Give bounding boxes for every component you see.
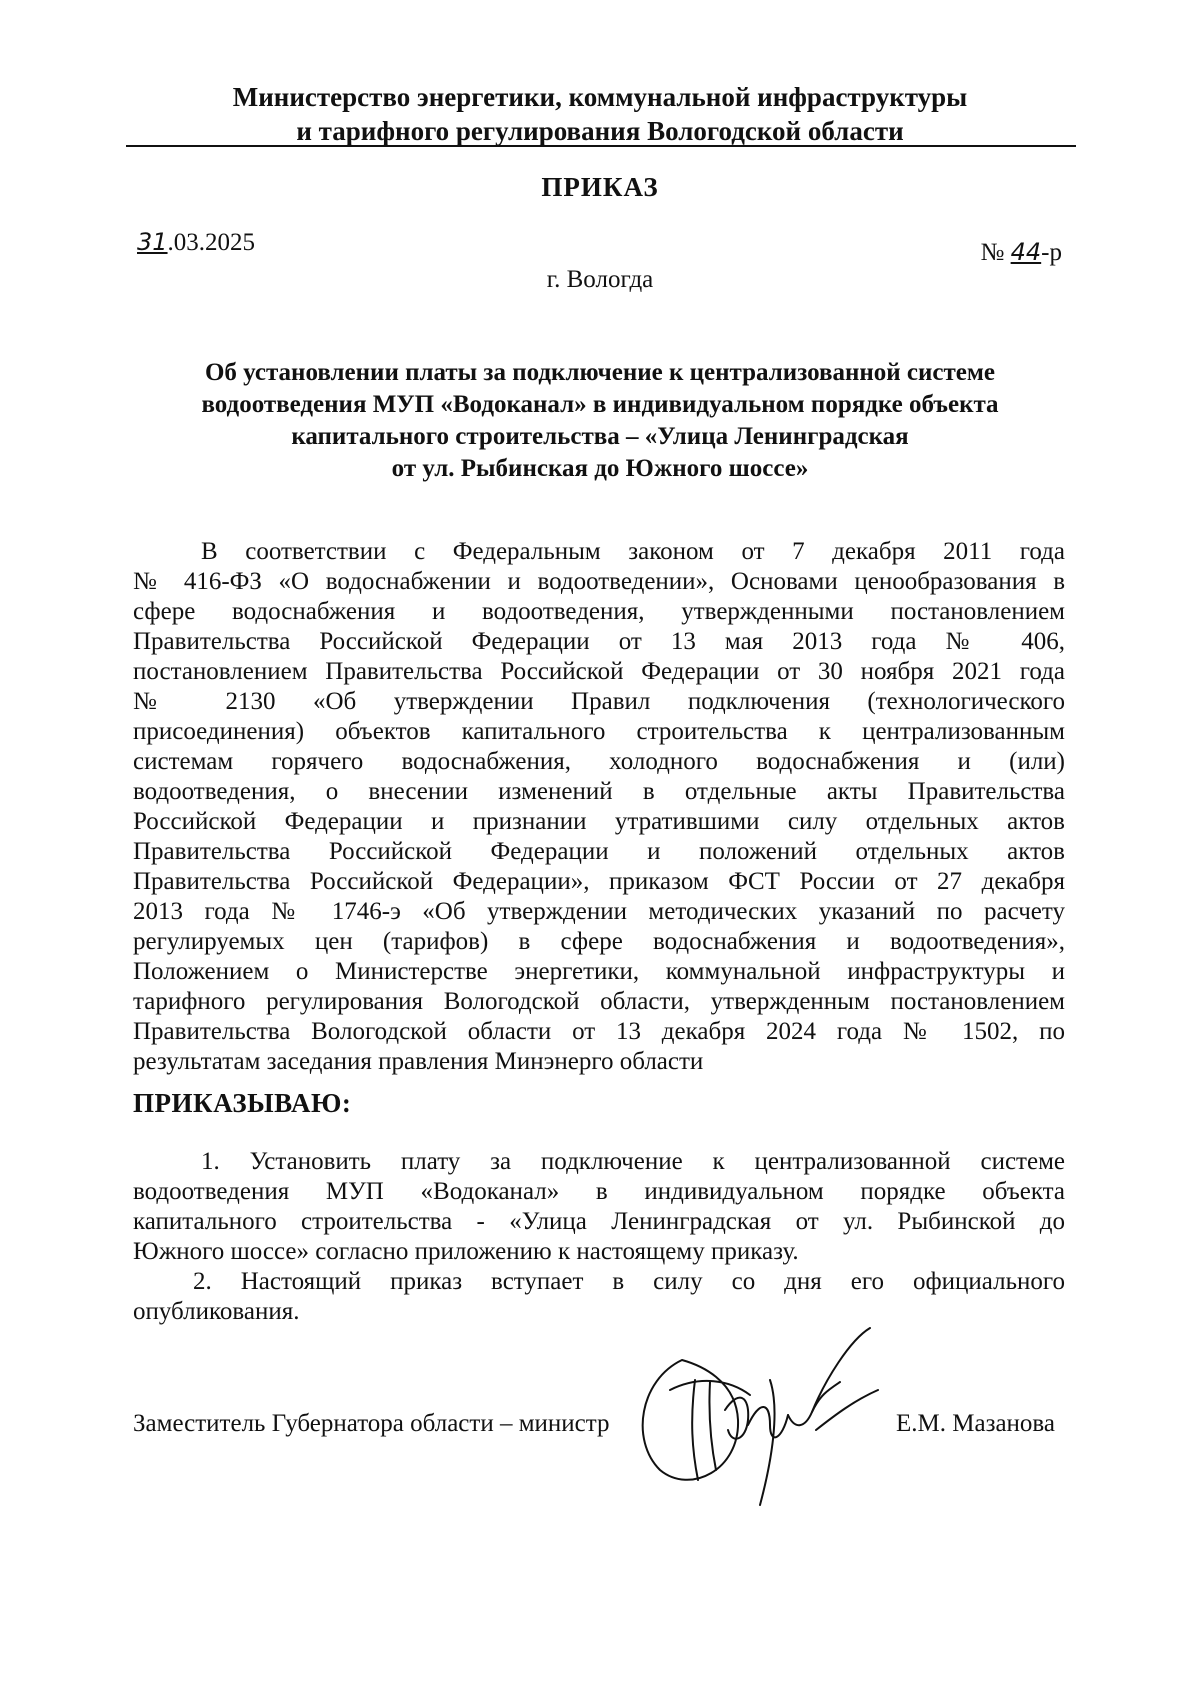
preamble-line: тарифного регулирования Вологодской области, утвержденным постановлением [133, 988, 1065, 1015]
title-line: Об установлении платы за подключение к централизованной системе [204, 359, 996, 386]
title-line: от ул. Рыбинская до Южного шоссе» [391, 455, 809, 482]
ministry-name-line-2: и тарифного регулирования Вологодской области [296, 116, 904, 146]
order-directive-heading: ПРИКАЗЫВАЮ: [133, 1088, 352, 1118]
date-day-handwritten: 31 [137, 228, 168, 256]
preamble-line: Правительства Российской Федерации от 13 мая 2013 года № 406, [133, 628, 1065, 655]
order-items [133, 1147, 1065, 1327]
preamble-line: Правительства Российской Федерации и положений отдельных актов [133, 838, 1065, 865]
preamble-line: Правительства Российской Федерации», приказом ФСТ России от 27 декабря [133, 868, 1065, 895]
preamble-line: регулируемых цен (тарифов) в сфере водоснабжения и водоотведения», [133, 928, 1065, 955]
handwritten-signature [620, 1320, 880, 1510]
preamble-line: присоединения) объектов капитального строительства к централизованным [133, 718, 1065, 745]
signer-name: Е.М. Мазанова [896, 1410, 1055, 1437]
item-1-line: 1. Установить плату за подключение к централизованной системе [201, 1148, 1065, 1175]
preamble-line: № 416-ФЗ «О водоснабжении и водоотведении», Основами ценообразования в [133, 568, 1065, 595]
number-value-handwritten: 44 [1010, 238, 1042, 266]
header-divider [126, 145, 1076, 147]
document-title [150, 357, 1050, 485]
preamble-line: В соответствии с Федеральным законом от 7 декабря 2011 года [201, 538, 1065, 565]
document-type-heading: ПРИКАЗ [541, 172, 659, 202]
signer-position: Заместитель Губернатора области – министр [133, 1410, 610, 1437]
preamble-line: постановлением Правительства Российской Федерации от 30 ноября 2021 года [133, 658, 1065, 685]
preamble-line: Правительства Вологодской области от 13 декабря 2024 года № 1502, по [133, 1018, 1065, 1045]
title-line: водоотведения МУП «Водоканал» в индивидуальном порядке объекта [201, 391, 999, 418]
date-month-year: .03.2025 [167, 229, 256, 256]
item-1-line: Южного шоссе» согласно приложению к настоящему приказу. [133, 1238, 799, 1265]
ministry-name-line-1: Министерство энергетики, коммунальной инфраструктуры [232, 82, 968, 112]
preamble-line: Положением о Министерстве энергетики, коммунальной инфраструктуры и [133, 958, 1065, 985]
preamble-line: 2013 года № 1746-э «Об утверждении методических указаний по расчету [133, 898, 1065, 925]
item-2-line: опубликования. [133, 1298, 300, 1325]
item-2-line: 2. Настоящий приказ вступает в силу со дня его официального [193, 1268, 1065, 1295]
number-sign: № [980, 239, 1005, 266]
preamble-line: системам горячего водоснабжения, холодного водоснабжения и (или) [133, 748, 1065, 775]
number-suffix: -р [1041, 239, 1062, 266]
document-number [981, 238, 1062, 267]
preamble-line: сфере водоснабжения и водоотведения, утвержденными постановлением [133, 598, 1065, 625]
preamble-paragraph [133, 537, 1065, 1077]
document-date [137, 228, 255, 257]
preamble-line: результатам заседания правления Минэнерго области [133, 1048, 704, 1075]
city-line: г. Вологда [546, 266, 654, 293]
title-line: капитального строительства – «Улица Ленинградская [291, 423, 909, 450]
preamble-line: водоотведения, о внесении изменений в отдельные акты Правительства [133, 778, 1065, 805]
preamble-line: Российской Федерации и признании утратившими силу отдельных актов [133, 808, 1065, 835]
item-1-line: водоотведения МУП «Водоканал» в индивидуальном порядке объекта [133, 1178, 1065, 1205]
preamble-line: № 2130 «Об утверждении Правил подключения (технологического [133, 688, 1065, 715]
item-1-line: капитального строительства - «Улица Ленинградская от ул. Рыбинской до [133, 1208, 1065, 1235]
